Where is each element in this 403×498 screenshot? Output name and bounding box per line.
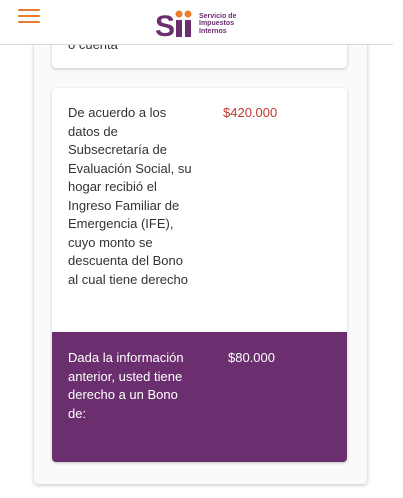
ife-description: De acuerdo a los datos de Subsecretaría de Evaluación Social, su hogar recibió el Ingreso Familiar de Emergencia (IFE), cuyo monto se descuenta del Bono al cual tiene derecho [68, 105, 192, 287]
logo-line-3: Internos [199, 27, 227, 35]
sii-logo[interactable] [155, 8, 236, 40]
ife-amount: $420.000 [223, 105, 278, 120]
sii-logo-icon [155, 9, 195, 39]
bono-result-card [52, 332, 347, 462]
svg-text:S: S [155, 10, 176, 39]
logo-line-2: Impuestos [199, 20, 235, 28]
bono-description: Dada la información anterior, usted tiene derecho a un Bono de: [68, 350, 184, 421]
hamburger-menu-icon[interactable] [18, 7, 40, 25]
bono-amount: $80.000 [228, 350, 275, 365]
logo-text [199, 13, 236, 36]
ife-discount-card [52, 88, 347, 332]
top-header [0, 0, 403, 44]
logo-line-1: Servicio de [199, 12, 237, 20]
header-divider [0, 44, 393, 45]
